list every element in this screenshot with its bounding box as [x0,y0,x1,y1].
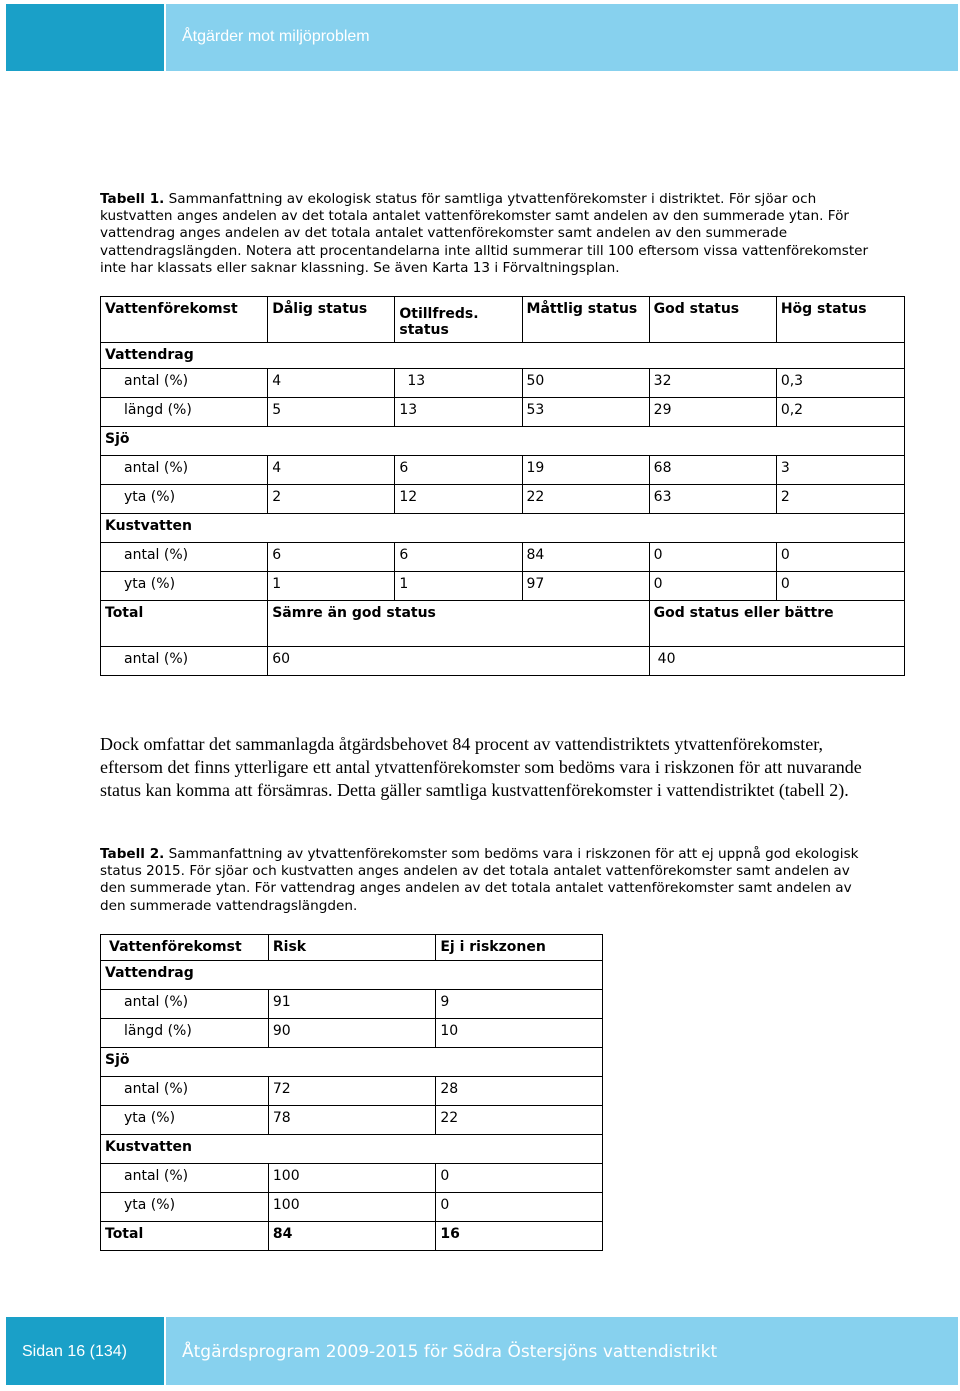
cell: 4 [268,369,395,398]
total-value: 84 [268,1222,435,1251]
total-label: Total [101,601,268,647]
table-header-row [101,297,905,343]
header-cell: God status [649,297,776,343]
header-cell: Ej i riskzonen [436,935,603,961]
total-row [101,647,905,676]
cell: 5 [268,398,395,427]
table1-caption [100,191,870,277]
row-label: antal (%) [101,369,268,398]
group-row [101,343,905,369]
cell: 2 [268,485,395,514]
row-label: längd (%) [101,1019,269,1048]
cell: 78 [268,1106,435,1135]
cell: 13 [395,369,522,398]
body-paragraph: Dock omfattar det sammanlagda åtgärdsbehovet 84 procent av vattendistriktets ytvattenförekomster, eftersom det finns ytterligare ett antal ytvattenförekomster som bedöms vara i riskzonen för att nuvarande status kan komma att försämras. Detta gäller samtliga kustvattenförekomster i vattendistriktet (tabell 2). [100,734,862,800]
table-row [101,1164,603,1193]
cell: 84 [522,543,649,572]
cell: 0 [776,572,904,601]
header-cell: Dålig status [268,297,395,343]
group-row [101,1048,603,1077]
group-label: Kustvatten [101,514,905,543]
table2-caption-text: Sammanfattning av ytvattenförekomster som bedöms vara i riskzonen för att ej uppnå god ekologisk status 2015. För sjöar och kustvatten anges andelen av det totala antalet vattenförekomster samt andelen av den summerade ytan. För vattendrag anges andelen av det totala antalet vattenförekomster samt andelen av den summerade vattendragslängden. [100,846,859,914]
cell: 12 [395,485,522,514]
group-label: Sjö [101,1048,603,1077]
cell: 53 [522,398,649,427]
footer-title: Åtgärdsprogram 2009-2015 för Södra Östersjöns vattendistrikt [182,1342,718,1362]
row-label: yta (%) [101,572,268,601]
row-label: antal (%) [101,990,269,1019]
row-label: yta (%) [101,485,268,514]
cell: 91 [268,990,435,1019]
cell: 28 [436,1077,603,1106]
cell: 3 [776,456,904,485]
total-worse-header: Sämre än god status [268,601,649,647]
total-better-header: God status eller bättre [649,601,904,647]
cell: 29 [649,398,776,427]
table-row [101,485,905,514]
table-row [101,543,905,572]
total-value: 16 [436,1222,603,1251]
table-row [101,456,905,485]
group-row [101,1135,603,1164]
cell: 100 [268,1164,435,1193]
cell: 32 [649,369,776,398]
cell: 22 [522,485,649,514]
cell: 68 [649,456,776,485]
table-row [101,1077,603,1106]
cell: 13 [395,398,522,427]
cell: 90 [268,1019,435,1048]
row-label: antal (%) [101,543,268,572]
table-row [101,990,603,1019]
group-label: Vattendrag [101,343,905,369]
group-row [101,961,603,990]
header-band-left [6,4,164,71]
total-label: Total [101,1222,269,1251]
cell: 100 [268,1193,435,1222]
cell: 4 [268,456,395,485]
table-row [101,1019,603,1048]
table-header-row [101,935,603,961]
total-worse-value: 60 [268,647,649,676]
row-label: antal (%) [101,1164,269,1193]
table-row [101,369,905,398]
header-cell: Otillfreds. status [395,297,522,343]
row-label: yta (%) [101,1106,269,1135]
table-row [101,572,905,601]
header-title: Åtgärder mot miljöproblem [182,28,370,45]
page-number: Sidan 16 (134) [22,1343,127,1360]
row-label: längd (%) [101,398,268,427]
group-row [101,514,905,543]
header-cell: Hög status [776,297,904,343]
cell: 0 [436,1193,603,1222]
cell: 97 [522,572,649,601]
cell: 19 [522,456,649,485]
table2-caption [100,846,870,915]
total-header-row [101,601,905,647]
cell: 0 [776,543,904,572]
group-label: Vattendrag [101,961,603,990]
cell: 0 [649,572,776,601]
cell: 0 [436,1164,603,1193]
header-cell: Måttlig status [522,297,649,343]
total-row [101,1222,603,1251]
cell: 0 [649,543,776,572]
row-label: antal (%) [101,456,268,485]
table1-caption-label: Tabell 1. [100,191,165,207]
row-label: antal (%) [101,1077,269,1106]
total-better-value: 40 [649,647,904,676]
cell: 1 [395,572,522,601]
table-row [101,398,905,427]
cell: 9 [436,990,603,1019]
header-cell: Vattenförekomst [101,935,269,961]
table2-caption-label: Tabell 2. [100,846,165,862]
cell: 10 [436,1019,603,1048]
cell: 6 [395,543,522,572]
cell: 50 [522,369,649,398]
risk-table [100,934,603,1251]
header-cell: Risk [268,935,435,961]
cell: 63 [649,485,776,514]
row-label: yta (%) [101,1193,269,1222]
table-row [101,1106,603,1135]
cell: 2 [776,485,904,514]
group-label: Kustvatten [101,1135,603,1164]
table1-caption-text: Sammanfattning av ekologisk status för samtliga ytvattenförekomster i distriktet. För sjöar och kustvatten anges andelen av det totala antalet vattenförekomster samt andelen av den summerade ytan. För vattendrag anges andelen av det totala antalet vattenförekomster samt andelen av den summerade vattendragslängden. Notera att procentandelarna inte alltid summerar till 100 eftersom vissa vattenförekomster inte har klassats eller saknar klassning. Se även Karta 13 i Förvaltningsplan. [100,191,869,276]
cell: 0,2 [776,398,904,427]
cell: 1 [268,572,395,601]
group-row [101,427,905,456]
header-cell: Vattenförekomst [101,297,268,343]
cell: 6 [268,543,395,572]
cell: 0,3 [776,369,904,398]
row-label: antal (%) [101,647,268,676]
ecological-status-table [100,296,905,676]
group-label: Sjö [101,427,905,456]
table-row [101,1193,603,1222]
cell: 72 [268,1077,435,1106]
cell: 22 [436,1106,603,1135]
cell: 6 [395,456,522,485]
